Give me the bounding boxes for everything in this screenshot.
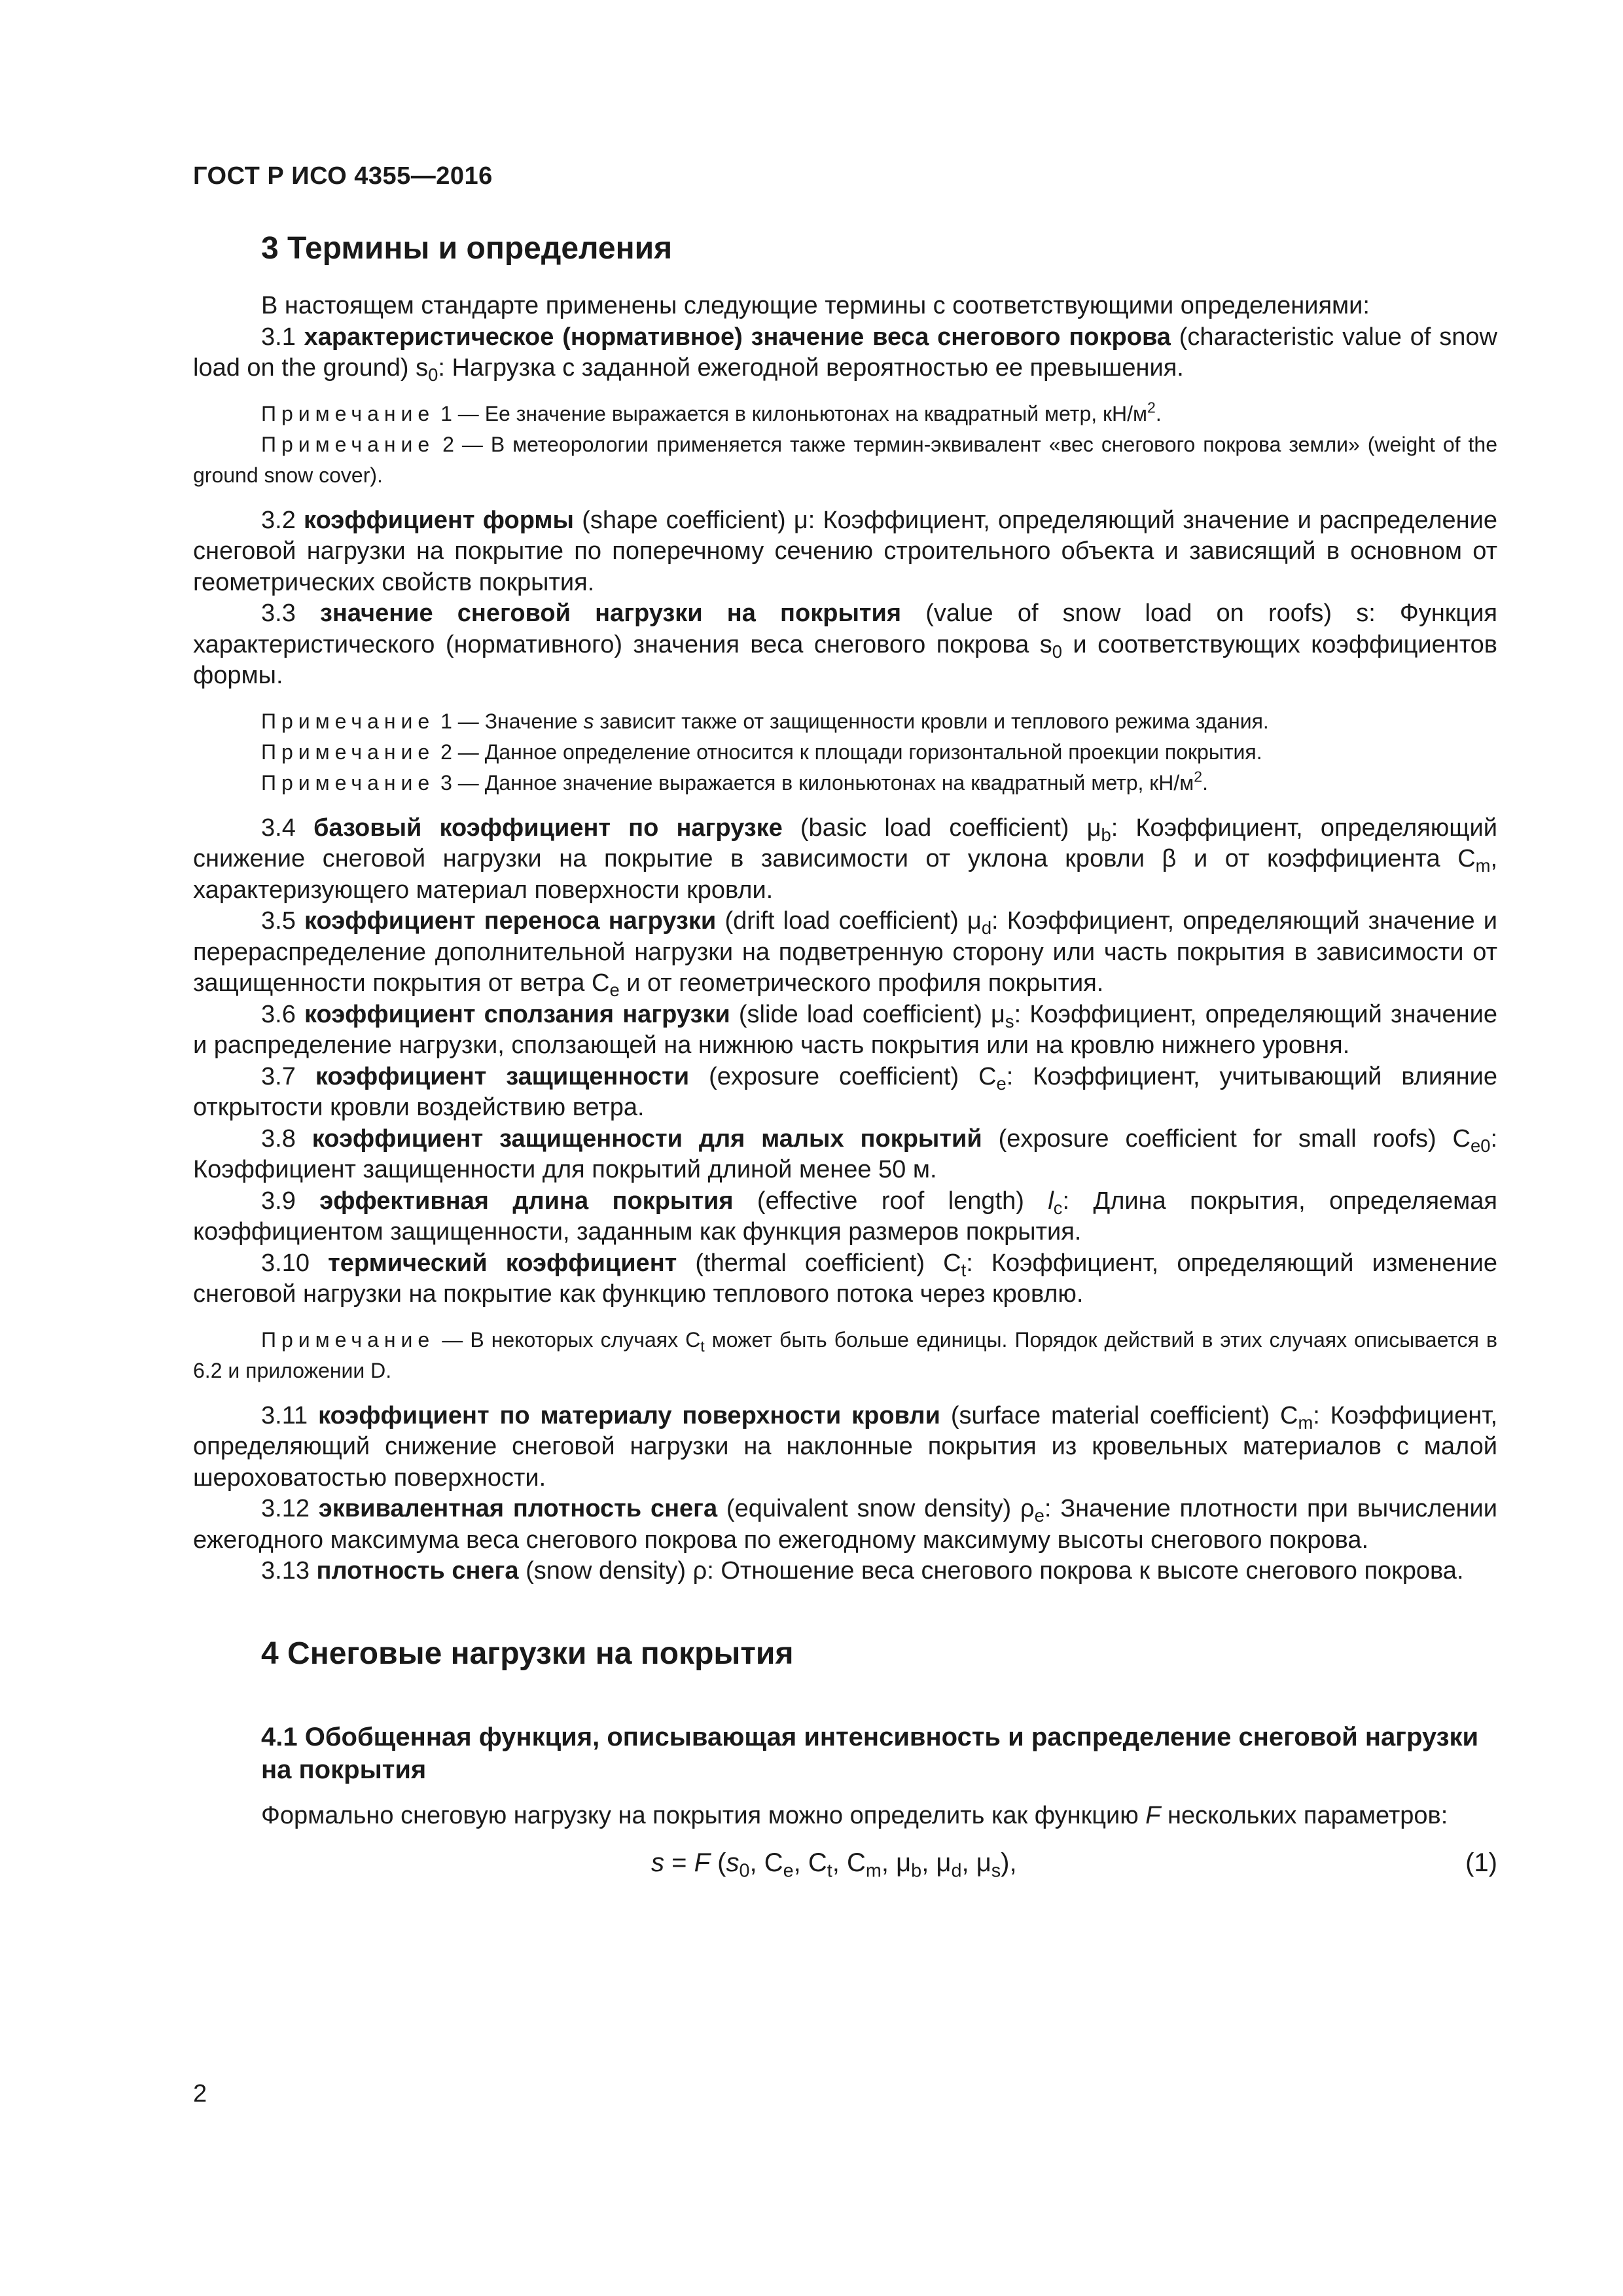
section-3-title: 3 Термины и определения <box>261 231 673 266</box>
term-3-9: 3.9 эффективная длина покрытия (effective roof length) $l_c$: Длина покрытия, определяемая коэффициентом защищенности, заданным как функция размеров покрытия. <box>193 1187 1497 1246</box>
subsection-4-1-title: 4.1 Обобщенная функция, описывающая интенсивность и распределение снеговой нагрузки на покрытия <box>261 1722 1479 1784</box>
section-4-1-text: Формально снеговую нагрузку на покрытия можно определить как функцию F нескольких параметров: <box>261 1801 1448 1829</box>
term-3-5: 3.5 коэффициент переноса нагрузки (drift load coefficient) $\mu_d$: Коэффициент, определяющий значение и перераспределение дополнительной нагрузки на подветренную сторону или часть покрытия в зависимости от защищенности покрытия от ветра $C_e$ и от геометрического профиля покрытия. <box>193 907 1498 1001</box>
page-content <box>193 228 1497 1880</box>
term-3-12: 3.12 эквивалентная плотность снега (equivalent snow density) $\rho_e$: Значение плотности при вычислении ежегодного максимума веса снегового покрова по ежегодному максимуму высоты снегового покрова. <box>193 1495 1497 1554</box>
note-3-3-1: Примечание 1 — Значение s зависит также от защищенности кровли и теплового режима здания. <box>261 709 1269 733</box>
term-3-3: 3.3 значение снеговой нагрузки на покрытия (value of snow load on roofs) s: Функция характеристического (нормативного) значения веса снегового покрова $s_0$ и соответствующих коэффициентов формы. <box>193 600 1497 689</box>
term-3-4: 3.4 базовый коэффициент по нагрузке (basic load coefficient) $\mu_b$: Коэффициент, определяющий снижение снеговой нагрузки на покрытие в зависимости от уклона кровли β и от коэффициента $C_m$, характеризующего материал поверхности кровли. <box>193 814 1497 904</box>
term-3-6: 3.6 коэффициент сползания нагрузки (slide load coefficient) $\mu_s$: Коэффициент, определяющий значение и распределение нагрузки, сползающей на нижнюю часть покрытия или на кровлю нижнего уровня. <box>193 1000 1497 1059</box>
formula-number: (1) <box>1465 1848 1497 1877</box>
note-3-3-2: Примечание 2 — Данное определение относится к площади горизонтальной проекции покрытия. <box>261 740 1262 764</box>
term-3-11: 3.11 коэффициент по материалу поверхности кровли (surface material coefficient) $C_m$: Коэффициент, определяющий снижение снеговой нагрузки на наклонные покрытия из кровельных материалов с малой шероховатостью поверхности. <box>193 1401 1498 1492</box>
term-3-2: 3.2 коэффициент формы (shape coefficient) μ: Коэффициент, определяющий значение и распределение снеговой нагрузки на покрытие по поперечному сечению строительного объекта и зависящий в основном от геометрических свойств покрытия. <box>193 506 1497 596</box>
note-3-10: Примечание — В некоторых случаях $C_t$ может быть больше единицы. Порядок действий в этих случаях описывается в 6.2 и приложении D. <box>193 1327 1498 1382</box>
note-3-3-3: Примечание 3 — Данное значение выражается в килоньютонах на квадратный метр, $кН/м^2$. <box>261 767 1208 795</box>
term-3-8: 3.8 коэффициент защищенности для малых покрытий (exposure coefficient for small roofs) $C_{e0}$: Коэффициент защищенности для покрытий длиной менее 50 м. <box>193 1124 1497 1183</box>
section-4-title: 4 Снеговые нагрузки на покрытия <box>261 1636 794 1671</box>
term-3-7: 3.7 коэффициент защищенности (exposure coefficient) $C_e$: Коэффициент, учитывающий влияние открытости кровли воздействию ветра. <box>193 1062 1498 1121</box>
note-3-1-1: Примечание 1 — Ее значение выражается в килоньютонах на квадратный метр, $кН/м^2$. <box>261 398 1162 425</box>
formula-1 <box>193 1846 1497 1880</box>
document-code-header: ГОСТ Р ИСО 4355—2016 <box>193 162 493 190</box>
term-3-1: 3.1 характеристическое (нормативное) значение веса снегового покрова (characteristic value of snow load on the ground) $s_0$: Нагрузка с заданной ежегодной вероятностью ее превышения. <box>193 323 1497 386</box>
term-3-10: 3.10 термический коэффициент (thermal coefficient) $C_t$: Коэффициент, определяющий изменение снеговой нагрузки на покрытие как функцию теплового потока через кровлю. <box>193 1249 1497 1308</box>
term-3-13: 3.13 плотность снега (snow density) ρ: Отношение веса снегового покрова к высоте снегового покрова. <box>261 1557 1464 1585</box>
note-3-1-2: Примечание 2 — В метеорологии применяется также термин-эквивалент «вес снегового покрова земли» (weight of the ground snow cover). <box>193 432 1497 487</box>
section-3-intro: В настоящем стандарте применены следующие термины с соответствующими определениями: <box>261 292 1370 319</box>
page-number: 2 <box>193 2080 207 2108</box>
formula-expression: s = F ($s_0$, $C_e$, $C_t$, $C_m$, $\mu_b$, $\mu_d$, $\mu_s$), <box>651 1848 1017 1882</box>
